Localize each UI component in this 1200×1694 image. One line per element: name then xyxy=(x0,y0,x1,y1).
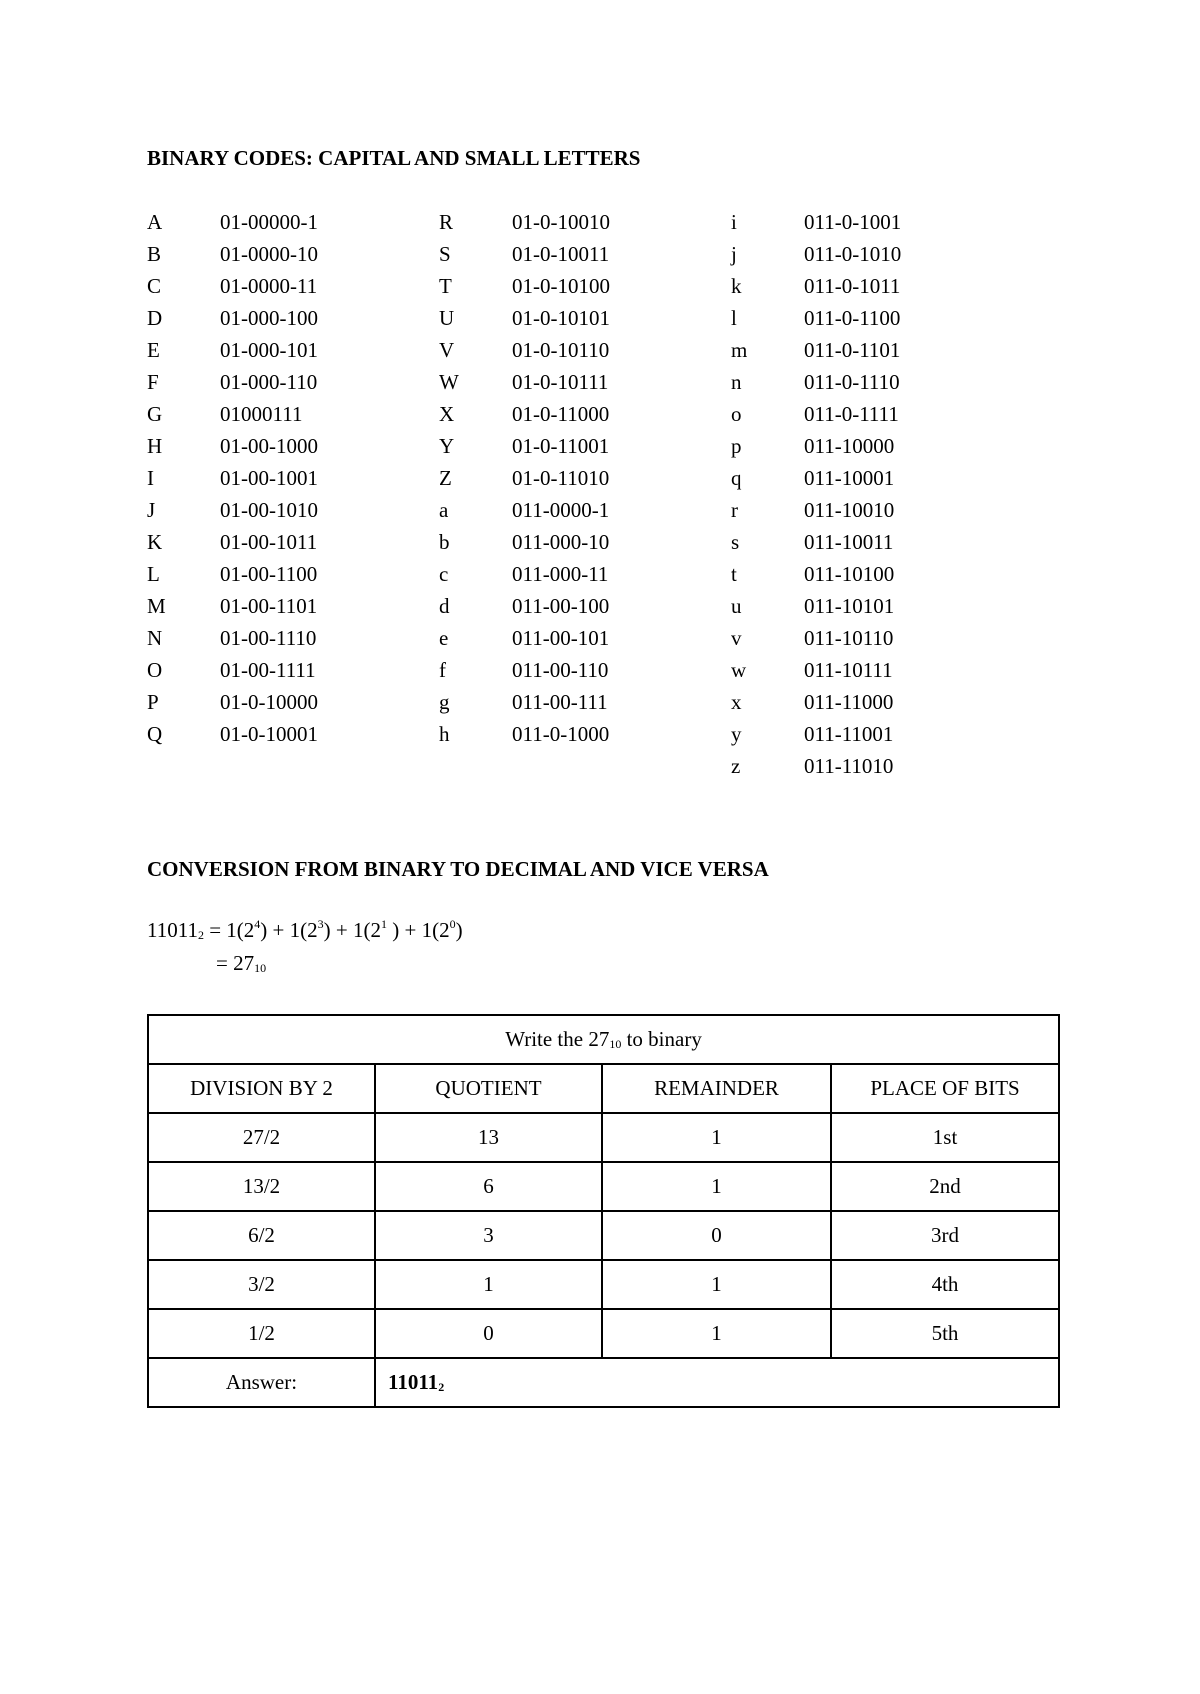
remainder-cell: 1 xyxy=(602,1113,831,1162)
code-letter: D xyxy=(147,306,163,330)
code-letter: k xyxy=(731,274,742,298)
code-letter: V xyxy=(439,338,455,362)
code-letter: L xyxy=(147,562,160,586)
code-letter: E xyxy=(147,338,160,362)
code-letter: M xyxy=(147,594,166,618)
code-letter: i xyxy=(731,210,737,234)
code-value: 01-00-1100 xyxy=(220,562,318,586)
code-value: 011-10111 xyxy=(804,658,893,682)
code-value: 011-0-1000 xyxy=(512,722,610,746)
code-letter: r xyxy=(731,498,738,522)
code-letter: v xyxy=(731,626,742,650)
code-value: 011-10110 xyxy=(804,626,894,650)
code-letter: F xyxy=(147,370,159,394)
code-letter: n xyxy=(731,370,742,394)
code-letter: P xyxy=(147,690,159,714)
division-cell: 6/2 xyxy=(148,1211,375,1260)
code-value: 011-10101 xyxy=(804,594,895,618)
code-letter: G xyxy=(147,402,163,426)
answer-row xyxy=(148,1358,1059,1407)
answer-label: Answer: xyxy=(148,1358,375,1407)
place-cell: 2nd xyxy=(831,1162,1059,1211)
formula-line-2: = $27_{10}$ xyxy=(216,951,267,975)
code-value: 01-0-10101 xyxy=(512,306,610,330)
code-value: 01-00-1001 xyxy=(220,466,318,490)
code-letter: c xyxy=(439,562,449,586)
code-letter: d xyxy=(439,594,450,618)
table-row xyxy=(148,1211,1059,1260)
conversion-heading: CONVERSION FROM BINARY TO DECIMAL AND VICE VERSA xyxy=(147,857,769,881)
code-value: 01-00-1111 xyxy=(220,658,316,682)
code-value: 01-0-10010 xyxy=(512,210,610,234)
code-value: 011-10100 xyxy=(804,562,895,586)
quotient-cell: 0 xyxy=(375,1309,602,1358)
code-value: 011-00-101 xyxy=(512,626,610,650)
code-value: 01-00-1110 xyxy=(220,626,317,650)
division-cell: 27/2 xyxy=(148,1113,375,1162)
code-value: 01-0-10100 xyxy=(512,274,610,298)
code-letter: u xyxy=(731,594,742,618)
code-letter: y xyxy=(731,722,742,746)
quotient-cell: 6 xyxy=(375,1162,602,1211)
code-value: 011-11001 xyxy=(804,722,894,746)
code-value: 011-0-1011 xyxy=(804,274,901,298)
code-letter: b xyxy=(439,530,450,554)
header-division: DIVISION BY 2 xyxy=(148,1064,375,1113)
table-caption: Write the $27_{10}$ to binary xyxy=(148,1015,1059,1064)
code-letter: X xyxy=(439,402,455,426)
quotient-cell: 3 xyxy=(375,1211,602,1260)
code-letter: T xyxy=(439,274,452,298)
code-letter: U xyxy=(439,306,455,330)
code-letter: o xyxy=(731,402,742,426)
place-cell: 3rd xyxy=(831,1211,1059,1260)
code-value: 01-0-11000 xyxy=(512,402,610,426)
code-value: 011-00-110 xyxy=(512,658,609,682)
conversion-table xyxy=(147,1014,1060,1408)
code-letter: C xyxy=(147,274,162,298)
code-value: 01-000-100 xyxy=(220,306,318,330)
code-letter: g xyxy=(439,690,450,714)
remainder-cell: 1 xyxy=(602,1162,831,1211)
code-value: 011-0000-1 xyxy=(512,498,610,522)
code-letter: R xyxy=(439,210,454,234)
code-value: 011-00-111 xyxy=(512,690,608,714)
code-letter: p xyxy=(731,434,742,458)
code-letter: s xyxy=(731,530,740,554)
place-cell: 5th xyxy=(831,1309,1059,1358)
code-letter: Y xyxy=(439,434,455,458)
table-header-row xyxy=(148,1064,1059,1113)
code-letter: l xyxy=(731,306,737,330)
table-row xyxy=(148,1309,1059,1358)
table-row xyxy=(148,1113,1059,1162)
header-quotient: QUOTIENT xyxy=(375,1064,602,1113)
code-value: 011-0-1100 xyxy=(804,306,901,330)
code-value: 01-00-1101 xyxy=(220,594,318,618)
table-row xyxy=(148,1162,1059,1211)
division-cell: 3/2 xyxy=(148,1260,375,1309)
code-letter: H xyxy=(147,434,163,458)
code-value: 01-0000-10 xyxy=(220,242,318,266)
answer-value: $11011_2$ xyxy=(375,1358,1059,1407)
code-value: 011-11010 xyxy=(804,754,894,778)
code-value: 01-0-10111 xyxy=(512,370,609,394)
code-letter: W xyxy=(439,370,459,394)
code-value: 01-0-10000 xyxy=(220,690,318,714)
code-value: 01-0-11010 xyxy=(512,466,610,490)
code-letter: h xyxy=(439,722,450,746)
code-letter: A xyxy=(147,210,163,234)
code-value: 01-0-10001 xyxy=(220,722,318,746)
code-letter: O xyxy=(147,658,163,682)
table-row xyxy=(148,1260,1059,1309)
code-value: 01-0-10011 xyxy=(512,242,610,266)
code-value: 01-000-101 xyxy=(220,338,318,362)
code-letter: w xyxy=(731,658,747,682)
code-letter: q xyxy=(731,466,742,490)
remainder-cell: 1 xyxy=(602,1309,831,1358)
code-letter: S xyxy=(439,242,451,266)
code-value: 011-0-1111 xyxy=(804,402,899,426)
code-value: 011-10010 xyxy=(804,498,895,522)
code-value: 011-00-100 xyxy=(512,594,610,618)
code-value: 01000111 xyxy=(220,402,303,426)
code-letter: f xyxy=(439,658,446,682)
binary-codes-heading: BINARY CODES: CAPITAL AND SMALL LETTERS xyxy=(147,146,641,170)
code-value: 011-10011 xyxy=(804,530,894,554)
code-value: 011-0-1110 xyxy=(804,370,900,394)
code-value: 01-0-11001 xyxy=(512,434,610,458)
quotient-cell: 13 xyxy=(375,1113,602,1162)
code-letter: x xyxy=(731,690,742,714)
code-value: 01-00-1011 xyxy=(220,530,318,554)
code-letter: K xyxy=(147,530,163,554)
place-cell: 1st xyxy=(831,1113,1059,1162)
code-value: 01-00000-1 xyxy=(220,210,318,234)
division-cell: 1/2 xyxy=(148,1309,375,1358)
header-place-of-bits: PLACE OF BITS xyxy=(831,1064,1059,1113)
remainder-cell: 1 xyxy=(602,1260,831,1309)
remainder-cell: 0 xyxy=(602,1211,831,1260)
quotient-cell: 1 xyxy=(375,1260,602,1309)
code-value: 01-00-1000 xyxy=(220,434,318,458)
code-letter: Q xyxy=(147,722,163,746)
code-letter: m xyxy=(731,338,748,362)
header-remainder: REMAINDER xyxy=(602,1064,831,1113)
code-value: 011-000-10 xyxy=(512,530,610,554)
code-letter: e xyxy=(439,626,449,650)
code-value: 01-000-110 xyxy=(220,370,318,394)
division-cell: 13/2 xyxy=(148,1162,375,1211)
code-value: 011-0-1010 xyxy=(804,242,902,266)
code-value: 011-10001 xyxy=(804,466,895,490)
code-value: 011-000-11 xyxy=(512,562,609,586)
code-value: 011-10000 xyxy=(804,434,895,458)
formula-line-1: $11011_2 = 1(2^4) + 1(2^3) + 1(2^1$ ) + $1(2^0)$ xyxy=(147,917,463,942)
code-letter: B xyxy=(147,242,162,266)
code-letter: J xyxy=(147,498,156,522)
table-caption-row xyxy=(148,1015,1059,1064)
code-letter: N xyxy=(147,626,163,650)
code-value: 01-00-1010 xyxy=(220,498,318,522)
code-value: 011-0-1001 xyxy=(804,210,902,234)
code-value: 01-0000-11 xyxy=(220,274,318,298)
code-value: 011-0-1101 xyxy=(804,338,901,362)
code-letter: z xyxy=(731,754,741,778)
code-letter: a xyxy=(439,498,449,522)
code-letter: t xyxy=(731,562,737,586)
code-letter: I xyxy=(147,466,154,490)
code-letter: Z xyxy=(439,466,452,490)
code-value: 01-0-10110 xyxy=(512,338,610,362)
code-letter: j xyxy=(731,242,737,266)
place-cell: 4th xyxy=(831,1260,1059,1309)
code-value: 011-11000 xyxy=(804,690,894,714)
